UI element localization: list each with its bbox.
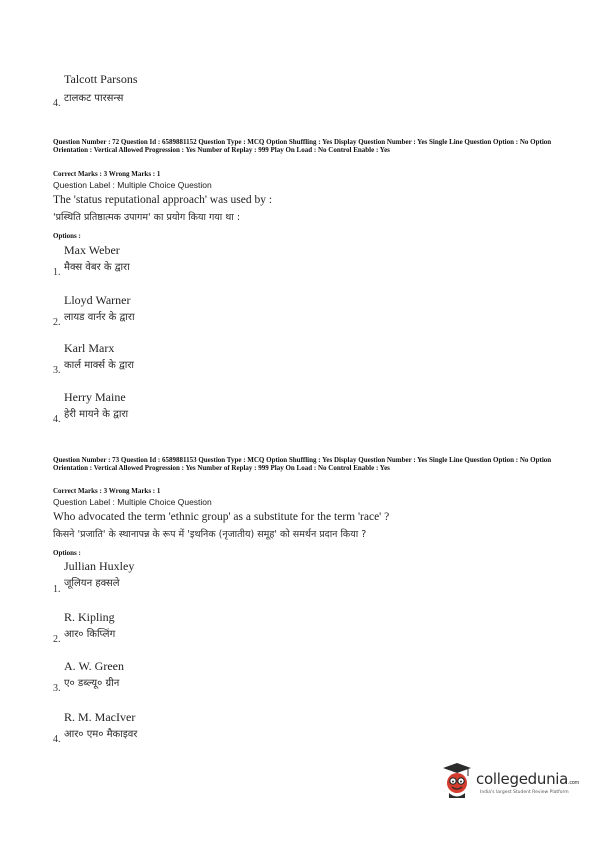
question-72-option-4-hi[interactable]: हेरी मायने के द्वारा — [64, 409, 129, 420]
question-73-option-2-number: 2. — [53, 634, 61, 645]
question-72-text-en: The 'status reputational approach' was used by : — [53, 194, 273, 206]
question-72-marks: Correct Marks : 3 Wrong Marks : 1 — [53, 170, 161, 178]
logo-wordmark: collegedunia.com — [476, 770, 580, 788]
collegedunia-logo — [440, 762, 580, 802]
question-73-option-3-number: 3. — [53, 683, 61, 694]
question-73-option-1-hi[interactable]: जूलियन हक्सले — [64, 578, 120, 589]
question-73-option-4-en[interactable]: R. M. MacIver — [64, 710, 136, 724]
question-72-options-label: Options : — [53, 232, 81, 240]
question-72-option-1-hi[interactable]: मैक्स वेबर के द्वारा — [64, 262, 130, 273]
question-72-option-2-number: 2. — [53, 317, 61, 328]
question-73-option-2-hi[interactable]: आर० किप्लिंग — [64, 629, 116, 640]
prev-option-4-hi: टालकट पारसन्स — [64, 93, 124, 104]
question-72-option-1-en[interactable]: Max Weber — [64, 243, 120, 257]
question-73-option-2-en[interactable]: R. Kipling — [64, 610, 115, 624]
question-73-label: Question Label : Multiple Choice Question — [53, 497, 212, 507]
question-72-option-4-en[interactable]: Herry Maine — [64, 390, 126, 404]
question-73-option-3-en[interactable]: A. W. Green — [64, 659, 124, 673]
question-72-option-3-number: 3. — [53, 365, 61, 376]
question-73-option-4-hi[interactable]: आर० एम० मैकाइवर — [64, 729, 138, 740]
question-73-meta: Question Number : 73 Question Id : 6589881153 Question Type : MCQ Option Shuffling : Yes Display Question Number : Yes Single Line Question Option : No Option Orientation : Vertical Allowed Progression : Yes Number of Replay : 999 Play On Load : No Control Enable : Yes — [53, 456, 552, 473]
question-73-option-3-hi[interactable]: ए० डब्ल्यू० ग्रीन — [64, 678, 120, 689]
question-72-option-3-en[interactable]: Karl Marx — [64, 341, 115, 355]
question-73-option-4-number: 4. — [53, 734, 61, 745]
question-72-text-hi: 'प्रस्थिति प्रतिष्ठात्मक उपागम' का प्रयोग किया गया था : — [53, 212, 241, 223]
logo-tagline: India's largest Student Review Platform — [480, 790, 569, 795]
question-72-label: Question Label : Multiple Choice Question — [53, 180, 212, 190]
question-73-text-en: Who advocated the term 'ethnic group' as a substitute for the term 'race' ? — [53, 511, 390, 523]
prev-option-4-number: 4. — [53, 98, 61, 109]
question-72-meta: Question Number : 72 Question Id : 6589881152 Question Type : MCQ Option Shuffling : Yes Display Question Number : Yes Single Line Question Option : No Option Orientation : Vertical Allowed Progression : Yes Number of Replay : 999 Play On Load : No Control Enable : Yes — [53, 138, 552, 155]
question-73-option-1-en[interactable]: Jullian Huxley — [64, 559, 135, 573]
question-72-option-3-hi[interactable]: कार्ल मार्क्स के द्वारा — [64, 360, 135, 371]
prev-option-4-en: Talcott Parsons — [64, 72, 138, 86]
question-72-option-2-hi[interactable]: लायड वार्नर के द्वारा — [64, 312, 135, 323]
question-72-option-4-number: 4. — [53, 414, 61, 425]
question-73-text-hi: किसने 'प्रजाति' के स्थानापन्न के रूप में 'इथनिक (नृजातीय) समूह' को समर्थन प्रदान किया ? — [53, 529, 367, 540]
question-72-option-2-en[interactable]: Lloyd Warner — [64, 293, 131, 307]
question-73-options-label: Options : — [53, 549, 81, 557]
question-73-marks: Correct Marks : 3 Wrong Marks : 1 — [53, 487, 161, 495]
question-73-option-1-number: 1. — [53, 584, 61, 595]
mascot-icon — [440, 762, 474, 800]
question-72-option-1-number: 1. — [53, 267, 61, 278]
